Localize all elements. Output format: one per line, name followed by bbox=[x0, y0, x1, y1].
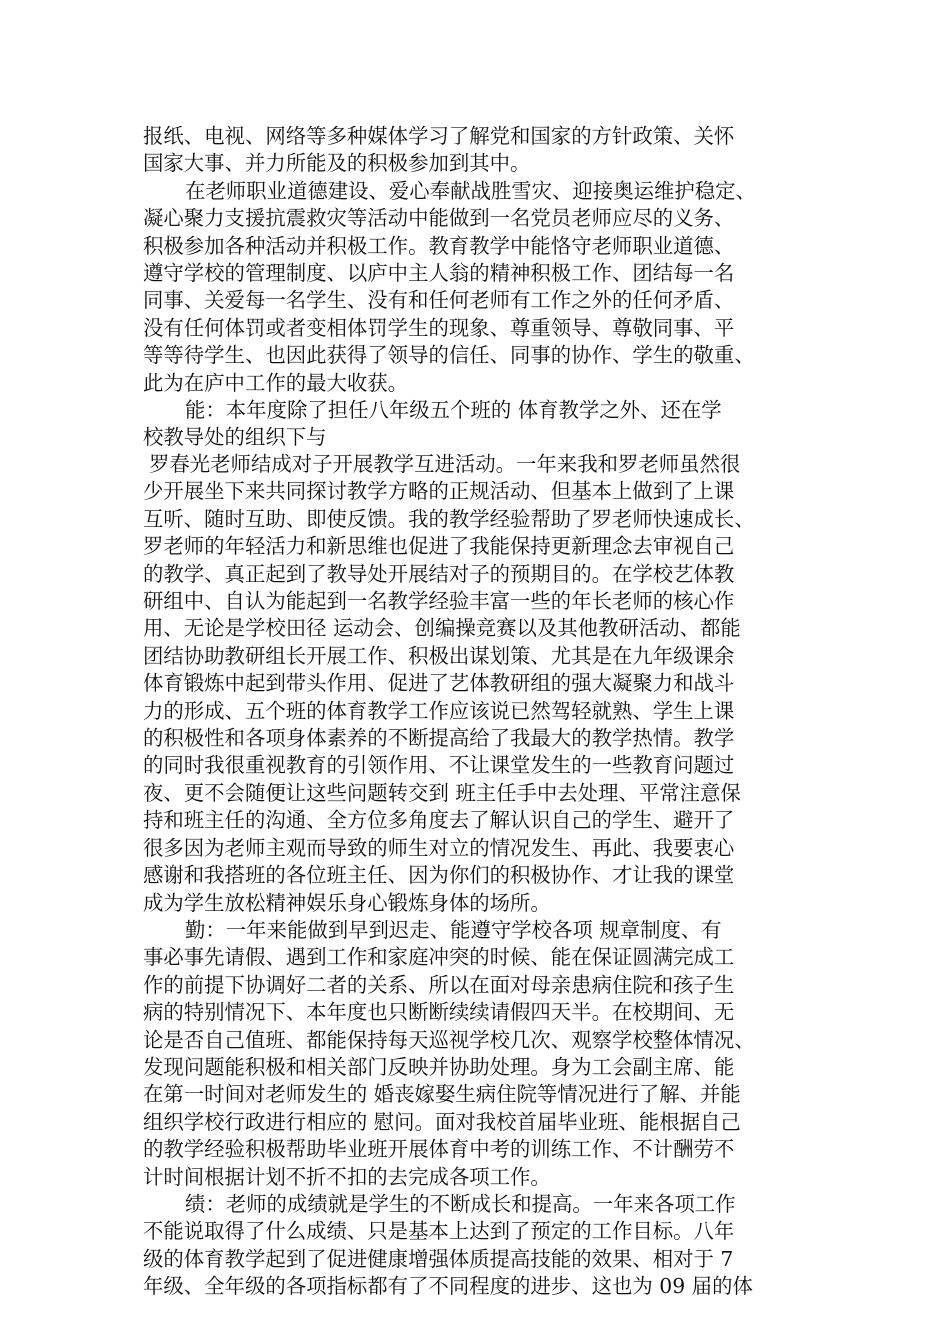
text-line: 在老师职业道德建设、爱心奉献战胜雪灾、迎接奥运维护稳定、 bbox=[185, 178, 756, 203]
text-line: 等等待学生、也因此获得了领导的信任、同事的协作、学生的敬重、 bbox=[143, 343, 755, 368]
text-line: 同事、关爱每一名学生、没有和任何老师有工作之外的任何矛盾、 bbox=[143, 288, 735, 313]
text-line: 团结协助教研组长开展工作、积极出谋划策、尤其是在九年级课余 bbox=[143, 643, 735, 668]
text-line: 计时间根据计划不折不扣的去完成各项工作。 bbox=[143, 1164, 551, 1189]
text-line: 遵守学校的管理制度、以庐中主人翁的精神积极工作、团结每一名 bbox=[143, 261, 735, 286]
text-line: 夜、更不会随便让这些问题转交到 班主任手中去处理、平常注意保 bbox=[143, 780, 741, 805]
text-line: 积极参加各种活动并积极工作。教育教学中能恪守老师职业道德、 bbox=[143, 233, 735, 258]
text-line: 在第一时间对老师发生的 婚丧嫁娶生病住院等情况进行了解、并能 bbox=[143, 1082, 741, 1107]
text-line: 作的前提下协调好二者的关系、所以在面对母亲患病住院和孩子生 bbox=[143, 972, 735, 997]
text-line: 绩：老师的成绩就是学生的不断成长和提高。一年来各项工作 bbox=[185, 1191, 736, 1216]
text-line: 力的形成、五个班的体育教学工作应该说已然驾轻就熟、学生上课 bbox=[143, 698, 735, 723]
text-block-top bbox=[143, 123, 815, 452]
text-line: 罗春光老师结成对子开展教学互进活动。一年来我和罗老师虽然很 bbox=[149, 452, 741, 476]
text-line: 发现问题能积极和相关部门反映并协助处理。身为工会副主席、能 bbox=[143, 1054, 735, 1079]
text-line: 凝心聚力支援抗震救灾等活动中能做到一名党员老师应尽的义务、 bbox=[143, 206, 735, 231]
text-line: 组织学校行政进行相应的 慰问。面对我校首届毕业班、能根据自己 bbox=[143, 1109, 741, 1134]
text-line: 少开展坐下来共同探讨教学方略的正规活动、但基本上做到了上课 bbox=[143, 479, 735, 504]
text-line: 互听、随时互助、即使反馈。我的教学经验帮助了罗老师快速成长、 bbox=[143, 506, 755, 531]
text-line: 很多因为老师主观而导致的师生对立的情况发生、再此、我要衷心 bbox=[143, 835, 735, 860]
text-line: 成为学生放松精神娱乐身心锻炼身体的场所。 bbox=[143, 890, 551, 915]
text-line: 的同时我很重视教育的引领作用、不让课堂发生的一些教育问题过 bbox=[143, 753, 735, 778]
text-line: 研组中、自认为能起到一名教学经验丰富一些的年长老师的核心作 bbox=[143, 589, 735, 614]
text-line: 勤：一年来能做到早到迟走、能遵守学校各项 规章制度、有 bbox=[185, 917, 722, 942]
text-block-bottom bbox=[143, 451, 815, 1301]
text-line: 罗老师的年轻活力和新思维也促进了我能保持更新理念去审视自己 bbox=[143, 534, 735, 559]
text-line: 持和班主任的沟通、全方位多角度去了解认识自己的学生、避开了 bbox=[143, 808, 735, 833]
text-line: 用、无论是学校田径 运动会、创编操竞赛以及其他教研活动、都能 bbox=[143, 616, 741, 641]
text-line: 的积极性和各项身体素养的不断提高给了我最大的教学热情。教学 bbox=[143, 726, 735, 751]
text-line: 的教学经验积极帮助毕业班开展体育中考的训练工作、不计酬劳不 bbox=[143, 1137, 735, 1162]
text-line: 病的特别情况下、本年度也只断断续续请假四天半。在校期间、无 bbox=[143, 1000, 735, 1025]
text-line: 事必事先请假、遇到工作和家庭冲突的时候、能在保证圆满完成工 bbox=[143, 945, 735, 970]
text-line: 论是否自己值班、都能保持每天巡视学校几次、观察学校整体情况、 bbox=[143, 1027, 755, 1052]
text-line: 报纸、电视、网络等多种媒体学习了解党和国家的方针政策、关怀 bbox=[143, 124, 735, 148]
text-line: 此为在庐中工作的最大收获。 bbox=[143, 370, 409, 395]
text-line: 没有任何体罚或者变相体罚学生的现象、尊重领导、尊敬同事、平 bbox=[143, 315, 735, 340]
text-line: 感谢和我搭班的各位班主任、因为你们的积极协作、才让我的课堂 bbox=[143, 863, 735, 888]
text-line: 不能说取得了什么成绩、只是基本上达到了预定的工作目标。八年 bbox=[143, 1219, 735, 1244]
text-line: 年级、全年级的各项指标都有了不同程度的进步、这也为 09 届的体 bbox=[143, 1274, 753, 1299]
text-line: 校教导处的组织下与 bbox=[143, 425, 327, 450]
text-line: 国家大事、并力所能及的积极参加到其中。 bbox=[143, 151, 531, 176]
text-line: 级的体育教学起到了促进健康增强体质提高技能的效果、相对于 7 bbox=[143, 1246, 734, 1271]
text-line: 能：本年度除了担任八年级五个班的 体育教学之外、还在学 bbox=[185, 398, 722, 423]
text-line: 的教学、真正起到了教导处开展结对子的预期目的。在学校艺体教 bbox=[143, 561, 735, 586]
text-line: 体育锻炼中起到带头作用、促进了艺体教研组的强大凝聚力和战斗 bbox=[143, 671, 735, 696]
